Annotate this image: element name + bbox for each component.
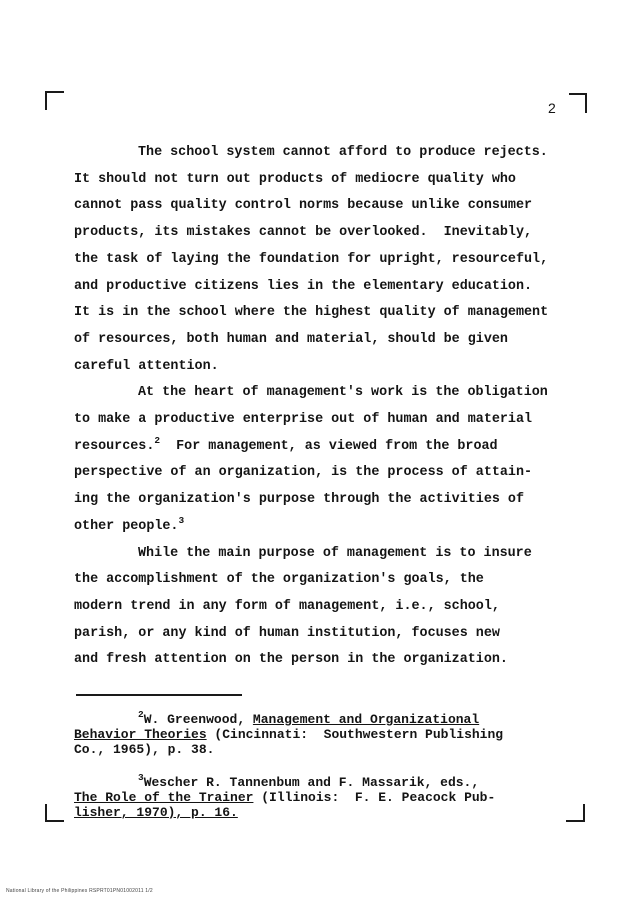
footnote-marker: 2 (138, 709, 144, 720)
text-line: perspective of an organization, is the process of attain- (74, 465, 533, 481)
text-line: the accomplishment of the organization's goals, the (74, 572, 484, 588)
text-line: careful attention. (74, 358, 219, 374)
book-title: Behavior Theories (74, 727, 207, 742)
book-title: Management and Organizational (252, 712, 480, 727)
text-line: parish, or any kind of human institution, focuses new (74, 625, 500, 641)
footnotes (74, 709, 574, 838)
text-line: The school system cannot afford to produce rejects. (138, 145, 548, 160)
text-fragment: resources. (74, 438, 155, 454)
footnote-line (74, 790, 574, 805)
text-line: and fresh attention on the person in the organization. (74, 652, 508, 668)
text-fragment: For management, as viewed from the broad (176, 438, 498, 454)
paragraph-3 (74, 541, 594, 675)
footnote-text: (Illinois: F. E. Peacock Pub- (253, 790, 496, 805)
crop-mark-top-left (45, 91, 64, 110)
footnote-marker: 3 (138, 772, 144, 783)
footnote-line (74, 709, 574, 727)
crop-mark-bottom-left (45, 804, 64, 822)
footnote-2 (74, 709, 574, 757)
text-line (74, 434, 594, 461)
text-line: cannot pass quality control norms because unlike consumer (74, 198, 533, 214)
text-line: of resources, both human and material, should be given (74, 331, 508, 347)
text-line: the task of laying the foundation for upright, resourceful, (74, 251, 549, 267)
paragraph-1 (74, 140, 594, 380)
footnote-separator (76, 694, 242, 696)
text-line: While the main purpose of management is to insure (138, 545, 532, 561)
body-text (74, 140, 594, 674)
text-line: It should not turn out products of mediocre quality who (74, 171, 516, 187)
text-line: to make a productive enterprise out of human and material (74, 412, 533, 428)
text-line: modern trend in any form of management, i.e., school, (74, 598, 500, 614)
footnote-line (74, 727, 574, 742)
text-line (74, 514, 594, 541)
footnote-text: Wescher R. Tannenbum and F. Massarik, eds., (143, 775, 480, 790)
text-line: At the heart of management's work is the obligation (138, 385, 548, 401)
text-line: It is in the school where the highest quality of management (74, 305, 549, 321)
footnote-3 (74, 772, 574, 820)
footnote-line (74, 772, 574, 790)
footnote-ref-3: 3 (178, 514, 185, 526)
footnote-text: (Cincinnati: Southwestern Publishing (206, 727, 504, 742)
footnote-line: Co., 1965), p. 38. (74, 742, 215, 757)
text-line: products, its mistakes cannot be overlooked. Inevitably, (74, 225, 533, 241)
text-line: and productive citizens lies in the elementary education. (74, 278, 533, 294)
footnote-author: W. Greenwood, (143, 712, 253, 727)
paragraph-2 (74, 380, 594, 540)
archive-stamp: National Library of the Philippines RSPRT01PN01002011 1/2 (6, 888, 153, 894)
text-line: ing the organization's purpose through the activities of (74, 492, 524, 508)
footnote-line: lisher, 1970), p. 16. (74, 805, 238, 820)
crop-mark-top-right (569, 93, 587, 113)
footnote-ref-2: 2 (154, 434, 161, 446)
book-title: The Role of the Trainer (74, 790, 254, 805)
page-number: 2 (548, 100, 556, 116)
text-fragment: other people. (74, 518, 179, 534)
